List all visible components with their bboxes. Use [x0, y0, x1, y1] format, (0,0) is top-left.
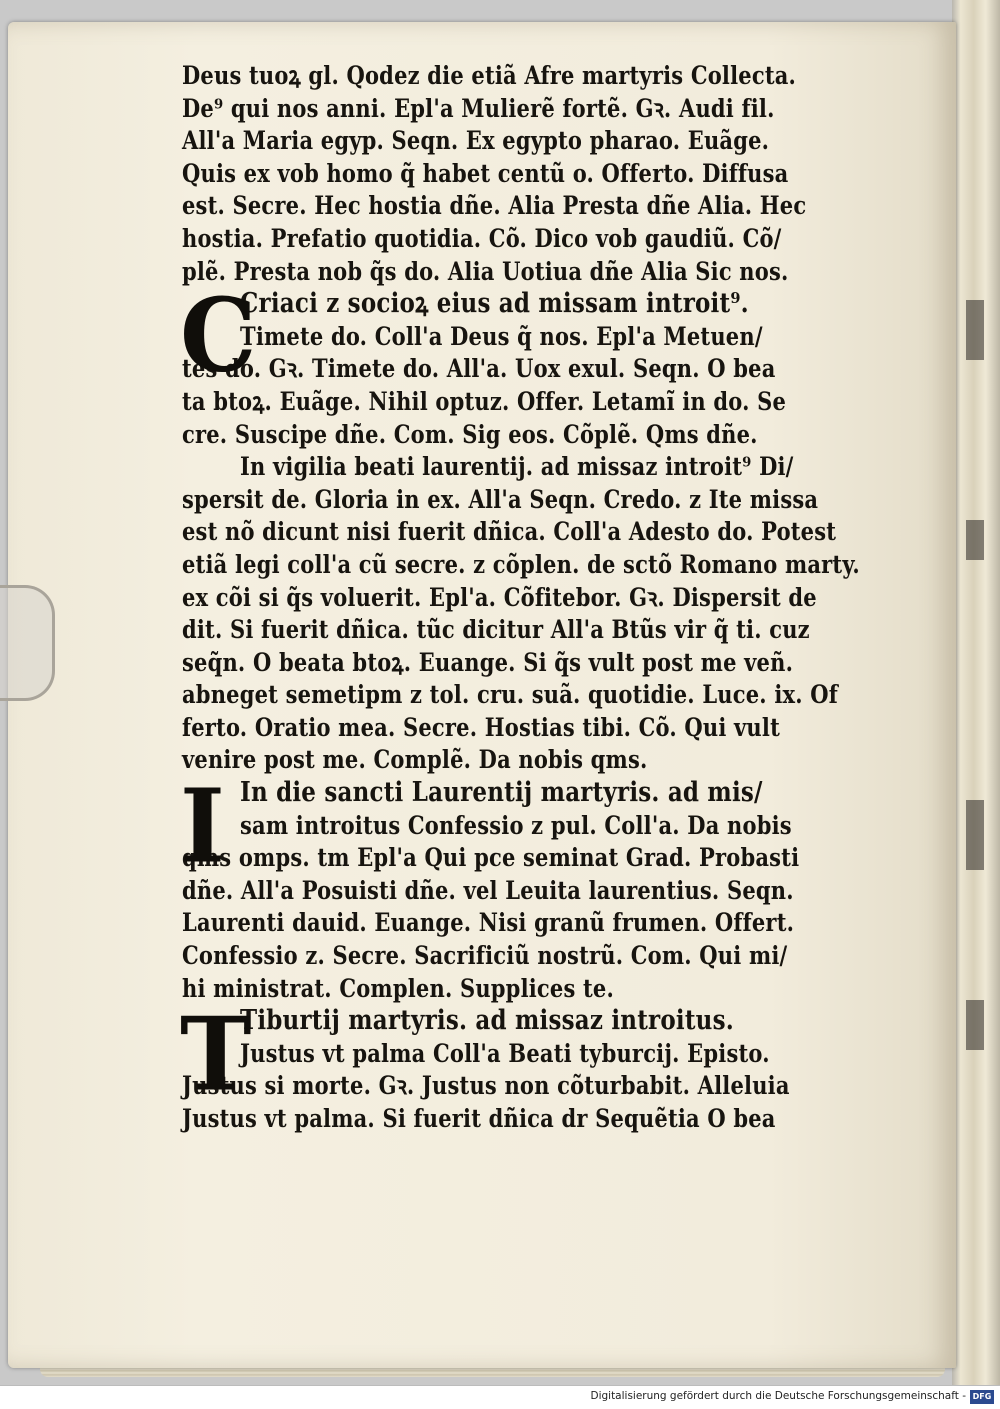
text-line: All'a Maria egyp. Seqn. Ex egypto pharao. Euãge.	[182, 125, 770, 156]
footer-bar	[0, 1385, 1000, 1409]
text-line: spersit de. Gloria in ex. All'a Seqn. Credo. z Ite missa	[182, 484, 819, 514]
book-edge-right	[952, 0, 1000, 1385]
section-heading: In die sancti Laurentij martyris. ad mis/	[240, 776, 763, 809]
text-line: Laurenti dauid. Euange. Nisi granũ frumen. Offert.	[182, 908, 795, 938]
page-clip	[0, 585, 55, 701]
text-line: hi ministrat. Complen. Supplices te.	[182, 973, 614, 1003]
text-line: In vigilia beati laurentij. ad missaz introit⁹ Di/	[240, 451, 794, 482]
text-line: ferto. Oratio mea. Secre. Hostias tibi. Cõ. Qui vult	[182, 712, 780, 742]
text-line: cre. Suscipe dñe. Com. Sig eos. Cõplẽ. Qms dñe.	[182, 419, 758, 449]
decorated-initial: T	[180, 995, 252, 1114]
text-line: Confessio z. Secre. Sacrificiũ nostrũ. Com. Qui mi/	[182, 940, 788, 971]
text-line: Quis ex vob homo q̃ habet centũ o. Offerto. Diffusa	[182, 158, 789, 188]
text-line: tes do. Gꝛ. Timete do. All'a. Uox exul. Seqn. O bea	[182, 353, 776, 384]
decorated-initial: C	[180, 276, 257, 395]
text-line: Timete do. Coll'a Deus q̃ nos. Epl'a Metuen/	[240, 321, 763, 351]
text-line: ta btoꝝ. Euãge. Nihil optuz. Offer. Letamĩ in do. Se	[182, 386, 787, 417]
text-line: abneget semetipm z tol. cru. suã. quotidie. Luce. ix. Of	[182, 679, 838, 710]
text-line: qms omps. tm Epl'a Qui pce seminat Grad. Probasti	[182, 842, 800, 873]
text-line: venire post me. Complẽ. Da nobis qms.	[182, 745, 648, 775]
section-heading: Tiburtij martyris. ad missaz introitus.	[240, 1004, 734, 1037]
page-text	[182, 60, 934, 1136]
text-line: Justus si morte. Gꝛ. Justus non cõturbabit. Alleluia	[182, 1071, 790, 1101]
text-line: sam introitus Confessio z pul. Coll'a. Da nobis	[240, 810, 792, 840]
text-line: seq̃n. O beata btoꝝ. Euange. Si q̃s vult post me veñ.	[182, 647, 794, 677]
text-line: plẽ. Presta nob q̃s do. Alia Uotiua dñe Alia Sic nos.	[182, 256, 789, 286]
text-line: etiã legi coll'a cũ secre. z cõplen. de sctõ Romano marty.	[182, 549, 860, 580]
text-line: hostia. Prefatio quotidia. Cõ. Dico vob gaudiũ. Cõ/	[182, 223, 782, 254]
text-line: est nõ dicunt nisi fuerit dñica. Coll'a Adesto do. Potest	[182, 516, 837, 547]
section-heading: Criaci z socioꝝ eius ad missam introit⁹.	[240, 287, 749, 320]
text-line: De⁹ qui nos anni. Epl'a Mulierẽ fortẽ. Gꝛ. Audi fil.	[182, 93, 775, 123]
dfg-logo: DFG	[970, 1390, 994, 1404]
text-line: Justus vt palma Coll'a Beati tyburcij. Episto.	[240, 1038, 770, 1068]
text-line: ex cõi si q̃s voluerit. Epl'a. Cõfitebor. Gꝛ. Dispersit de	[182, 582, 817, 612]
text-line: dñe. All'a Posuisti dñe. vel Leuita laurentius. Seqn.	[182, 875, 794, 905]
text-line: Justus vt palma. Si fuerit dñica dr Sequẽtia O bea	[182, 1103, 776, 1134]
funding-notice: Digitalisierung gefördert durch die Deutsche Forschungsgemeinschaft -	[590, 1390, 966, 1402]
text-line: Deus tuoꝝ gl. Qodez die etiã Afre martyris Collecta.	[182, 60, 797, 91]
text-line: est. Secre. Hec hostia dñe. Alia Presta dñe Alia. Hec	[182, 190, 807, 221]
text-line: dit. Si fuerit dñica. tũc dicitur All'a Btũs vir q̃ ti. cuz	[182, 614, 810, 645]
decorated-initial: I	[180, 767, 225, 886]
